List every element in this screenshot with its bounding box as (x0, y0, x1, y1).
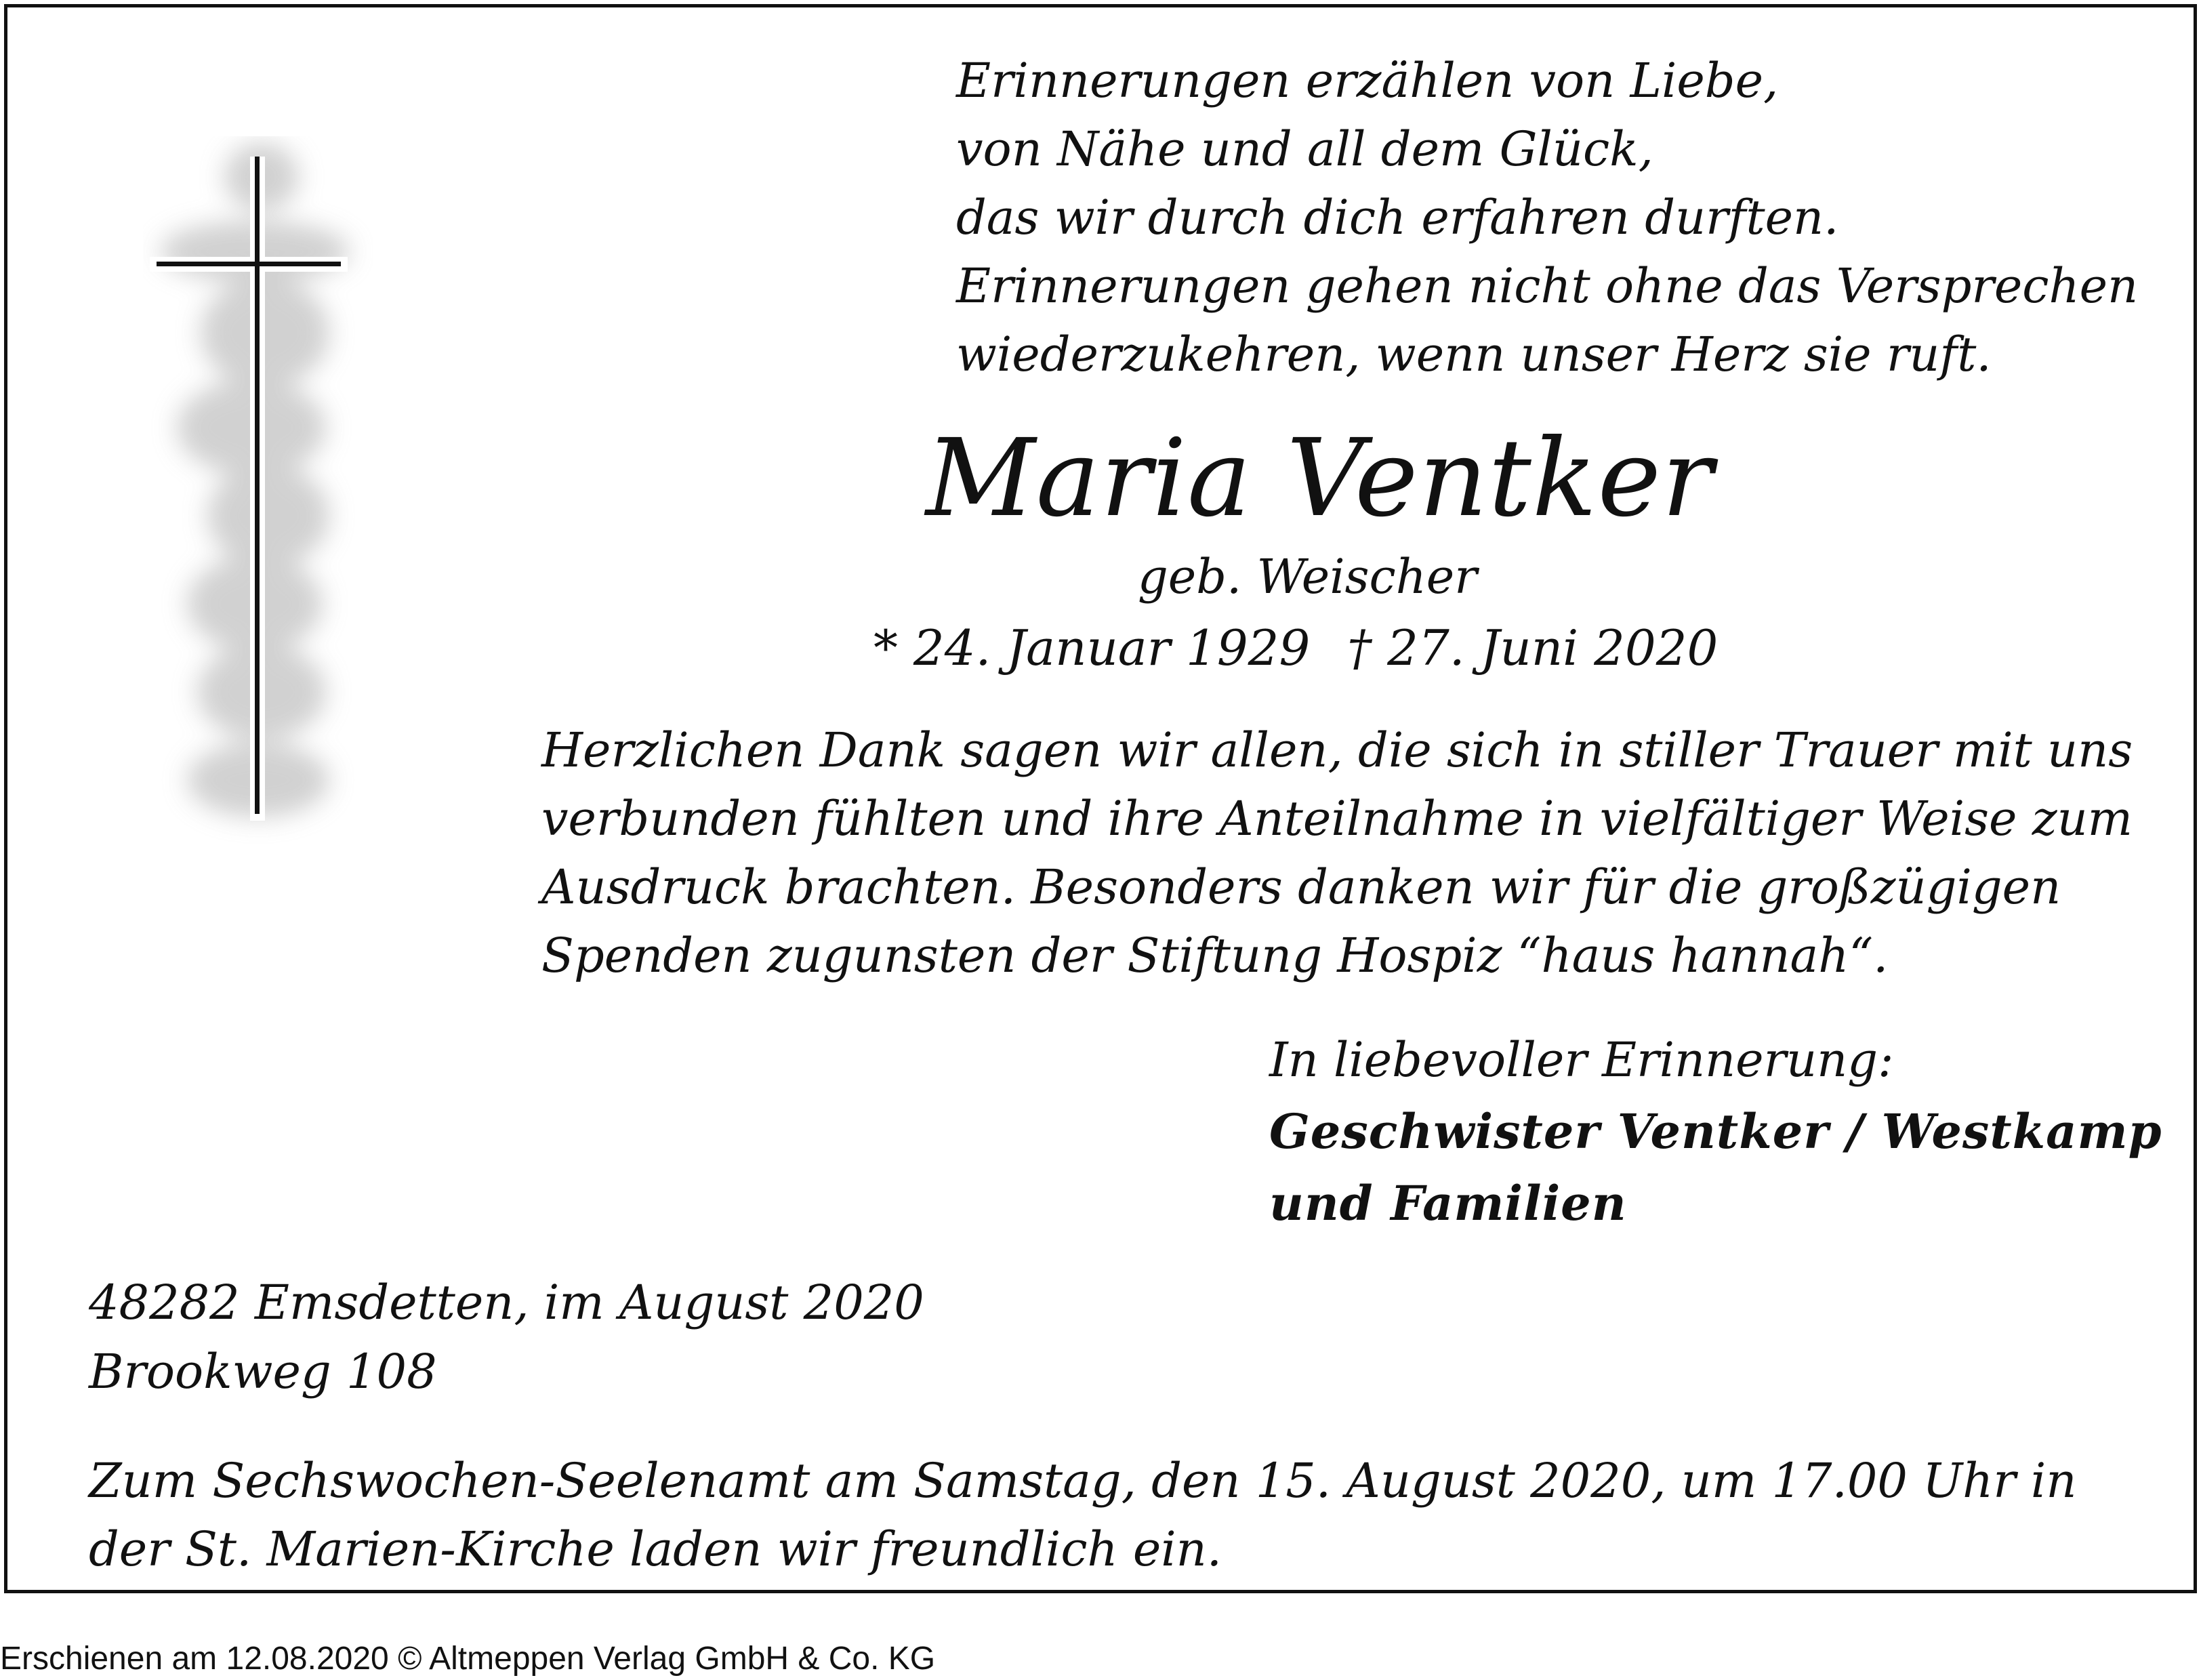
life-dates (873, 616, 1718, 680)
maiden-name: geb. Weischer (1138, 549, 1477, 605)
thanks-text (541, 716, 2133, 990)
invitation-line2: der St. Marien-Kirche laden wir freundlich ein. (89, 1521, 1222, 1577)
thanks-line: verbunden fühlten und ihre Anteilnahme in vielfältiger Weise zum (541, 791, 2133, 846)
invitation-line1: Zum Sechswochen-Seelenamt am Samstag, den 15. August 2020, um 17.00 Uhr in (89, 1453, 2077, 1509)
birth-date: * 24. Januar 1929 (873, 619, 1311, 676)
signature-family-line2: und Familien (1269, 1175, 1627, 1231)
cross-icon (143, 136, 373, 848)
address (89, 1268, 924, 1406)
deceased-name: Maria Ventker (926, 416, 1714, 541)
poem-line: wiederzukehren, wenn unser Herz sie ruft. (956, 327, 1992, 382)
address-line1: 48282 Emsdetten, im August 2020 (89, 1275, 924, 1330)
death-date: † 27. Juni 2020 (1347, 619, 1719, 676)
signature (1269, 1024, 2162, 1239)
poem-line: das wir durch dich erfahren durften. (956, 190, 1839, 245)
signature-family-line1: Geschwister Ventker / Westkamp (1269, 1103, 2162, 1160)
poem (956, 47, 2138, 389)
thanks-line: Spenden zugunsten der Stiftung Hospiz “haus hannah“. (541, 928, 1889, 983)
notice-frame (4, 4, 2197, 1593)
poem-line: von Nähe und all dem Glück, (956, 121, 1653, 177)
invitation (89, 1447, 2076, 1584)
thanks-line: Herzlichen Dank sagen wir allen, die sich in stiller Trauer mit uns (541, 722, 2133, 778)
signature-intro: In liebevoller Erinnerung: (1269, 1032, 1894, 1088)
publication-footer: Erschienen am 12.08.2020 © Altmeppen Verlag GmbH & Co. KG (0, 1641, 936, 1677)
poem-line: Erinnerungen gehen nicht ohne das Versprechen (956, 258, 2139, 314)
address-line2: Brookweg 108 (89, 1344, 437, 1399)
thanks-line: Ausdruck brachten. Besonders danken wir für die großzügigen (541, 859, 2061, 915)
poem-line: Erinnerungen erzählen von Liebe, (956, 53, 1779, 108)
